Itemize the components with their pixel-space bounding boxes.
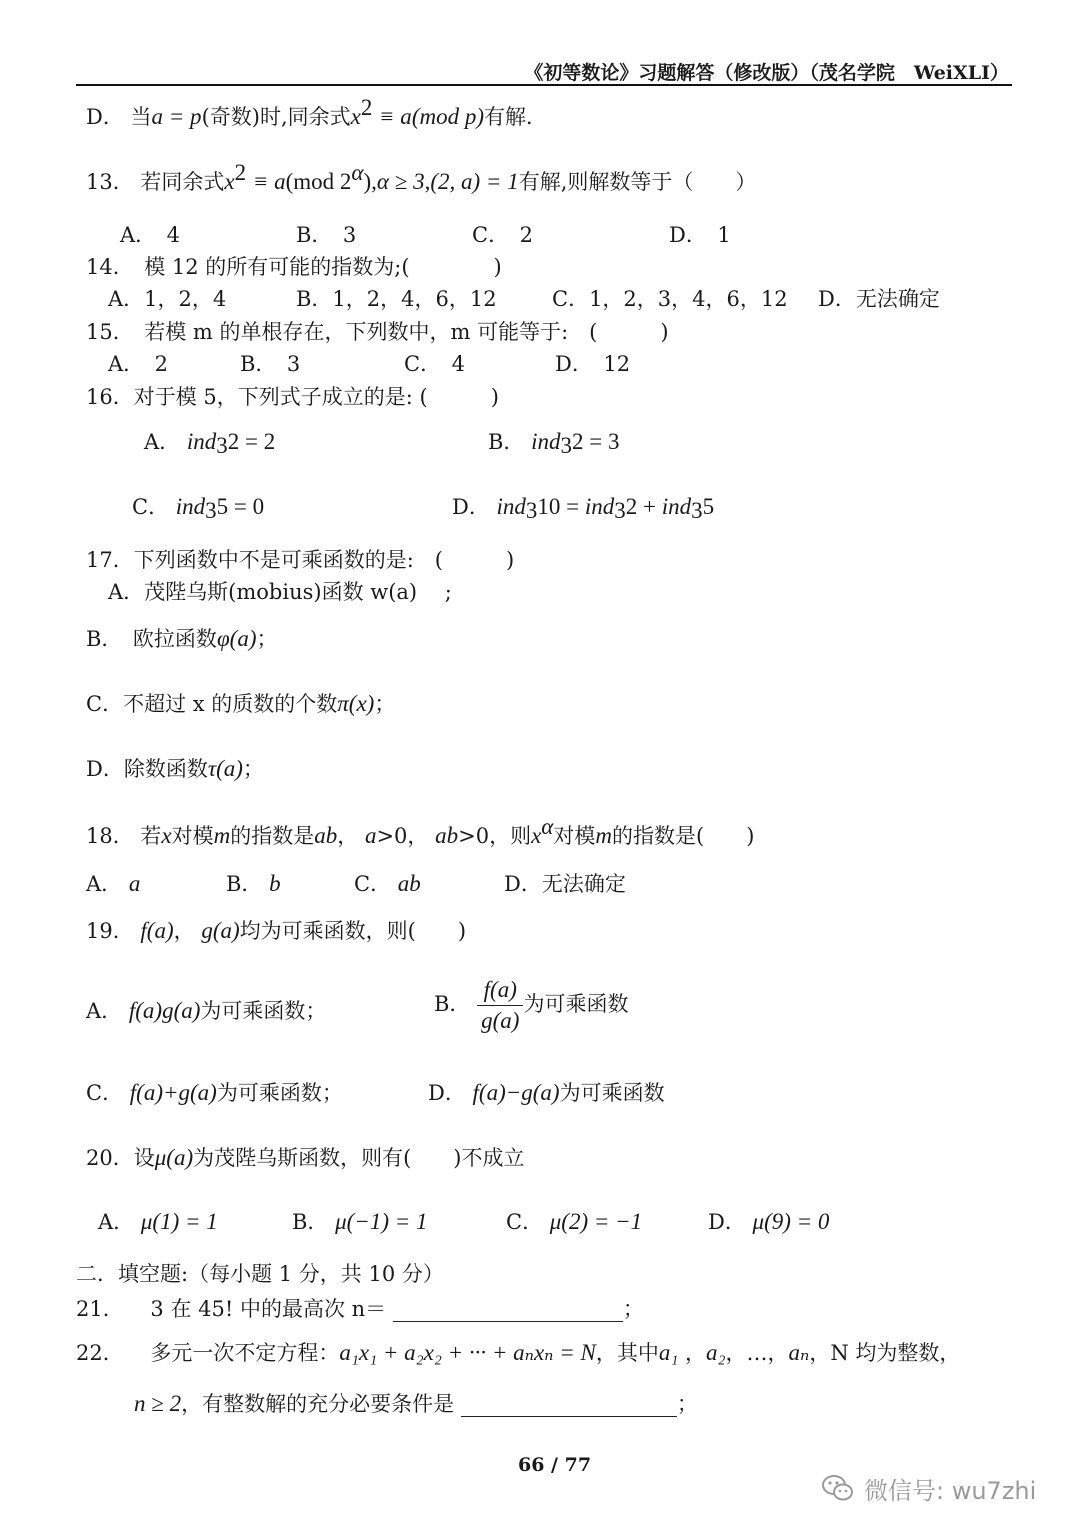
q22-equation: a₁x₁ + a₂x₂ + ··· + aₙxₙ = N bbox=[339, 1340, 596, 1365]
q18-stem bbox=[86, 814, 755, 849]
q20-b-label: B． bbox=[292, 1210, 329, 1234]
q21-answer-blank[interactable] bbox=[393, 1301, 623, 1322]
q18-b-label: B． bbox=[226, 872, 263, 896]
q18-ab2: ab bbox=[435, 823, 459, 848]
q18-a-val: a bbox=[128, 871, 141, 896]
q22-mid: ，其中 bbox=[595, 1341, 659, 1365]
q14-stem: 14． 模 12 的所有可能的指数为;( ) bbox=[86, 255, 502, 279]
q19-b-fraction bbox=[477, 977, 523, 1034]
q13-option-a: A． 4 bbox=[120, 223, 181, 247]
q16-c-base: 3 bbox=[205, 498, 217, 523]
q19-d-label: D． bbox=[428, 1081, 466, 1105]
q13-option-d: D． 1 bbox=[669, 223, 731, 247]
q19-post: 均为可乘函数，则( ) bbox=[239, 919, 467, 943]
q20-c-label: C． bbox=[506, 1210, 544, 1234]
q19-b-fraction-bar bbox=[477, 1005, 523, 1006]
watermark bbox=[820, 1470, 1036, 1506]
q20-a-label: A． bbox=[98, 1210, 135, 1234]
q18-xa: x bbox=[531, 823, 542, 848]
q18-b-val: b bbox=[269, 871, 281, 896]
q18-p3: 的指数是 bbox=[230, 824, 315, 848]
q21-num: 21． bbox=[76, 1297, 124, 1321]
q22-num: 22． bbox=[76, 1341, 124, 1365]
q13-cond: ,α ≥ 3,(2, a) = 1 bbox=[371, 169, 519, 194]
q12-d-label: D． bbox=[86, 105, 124, 129]
q19-f: f(a) bbox=[140, 918, 174, 943]
q16-c-rhs: 5 = 0 bbox=[216, 494, 265, 519]
q12-d-a-eq-p: a = p bbox=[151, 104, 202, 129]
q17-c-fn: π(x) bbox=[337, 691, 375, 716]
q16-d-base2: 3 bbox=[614, 498, 626, 523]
q18-m: m bbox=[213, 823, 231, 848]
q17-d-pre: D．除数函数 bbox=[86, 757, 208, 781]
q12-d-odd: (奇数)时,同余式 bbox=[201, 105, 351, 129]
watermark-text: 微信号: wu7zhi bbox=[864, 1476, 1037, 1505]
q20-stem-pre: 20．设 bbox=[86, 1146, 155, 1170]
q13-option-b: B． 3 bbox=[296, 223, 357, 247]
q20-c-expr: μ(2) = −1 bbox=[549, 1209, 643, 1234]
q16-d-lhs: 10 = bbox=[537, 494, 585, 519]
q19-num: 19． bbox=[86, 919, 134, 943]
q16-b-ind: ind bbox=[531, 429, 561, 454]
q22-line-1 bbox=[76, 1340, 960, 1366]
q18-x: x bbox=[161, 823, 172, 848]
q19-c-expr: f(a)+g(a) bbox=[129, 1080, 217, 1105]
q14-option-c: C．1，2，3，4，6，12 bbox=[552, 287, 788, 311]
q16-d-mid: 2 + bbox=[625, 494, 662, 519]
q19-option-a bbox=[86, 998, 326, 1024]
q13-exp: 2 bbox=[234, 160, 247, 185]
q12-d-post: 有解． bbox=[484, 105, 547, 129]
q18-p1: 若 bbox=[140, 824, 162, 848]
q20-d-expr: μ(9) = 0 bbox=[752, 1209, 830, 1234]
q16-option-b bbox=[488, 429, 620, 458]
q18-c-val: ab bbox=[397, 871, 421, 896]
q21-text: 3 在 45! 中的最高次 n＝ bbox=[150, 1297, 387, 1321]
q16-option-c bbox=[132, 494, 265, 523]
q16-b-label: B． bbox=[488, 430, 525, 454]
q20-stem-post: 为茂陛乌斯函数，则有( )不成立 bbox=[193, 1146, 525, 1170]
q20-option-c bbox=[506, 1209, 642, 1235]
q19-g: g(a) bbox=[201, 918, 240, 943]
q15-option-d: D． 12 bbox=[555, 352, 631, 376]
q18-num: 18． bbox=[86, 824, 134, 848]
q17-option-c bbox=[86, 691, 395, 717]
header-title: 《初等数论》习题解答（修改版）（茂名学院 WeiXLI） bbox=[524, 62, 1009, 84]
q16-b-rhs: 2 = 3 bbox=[572, 429, 620, 454]
q20-option-b bbox=[292, 1209, 428, 1235]
q18-c-label: C． bbox=[354, 872, 392, 896]
q19-a-post: 为可乘函数； bbox=[200, 999, 327, 1023]
q18-p5: 对模 bbox=[553, 824, 596, 848]
q19-a-label: A． bbox=[86, 999, 123, 1023]
q13-stem bbox=[86, 160, 757, 195]
q18-gt0b: >0，则 bbox=[458, 824, 532, 848]
q18-m2: m bbox=[595, 823, 612, 848]
q16-d-base1: 3 bbox=[525, 498, 538, 523]
q22-a2: a₂ bbox=[706, 1340, 726, 1365]
q14-option-b: B．1，2，4，6，12 bbox=[296, 287, 497, 311]
q15-option-a: A． 2 bbox=[108, 352, 169, 376]
q16-c-ind: ind bbox=[175, 494, 206, 519]
q16-option-a bbox=[144, 429, 276, 458]
q22-line-2 bbox=[134, 1391, 698, 1417]
q22-sep: ， bbox=[685, 1341, 707, 1365]
q17-option-b bbox=[86, 626, 277, 652]
q16-d-ind1: ind bbox=[496, 494, 526, 519]
q13-pre: 若同余式 bbox=[140, 170, 225, 194]
section-2-title: 二．填空题:（每小题 1 分，共 10 分） bbox=[76, 1262, 444, 1286]
q12-d-cong: ≡ a bbox=[379, 104, 412, 129]
q12-d-x: x bbox=[350, 104, 361, 129]
q20-mu: μ(a) bbox=[154, 1145, 194, 1170]
q16-c-label: C． bbox=[132, 495, 170, 519]
q17-b-post: ； bbox=[256, 627, 278, 651]
q19-c-label: C． bbox=[86, 1081, 124, 1105]
q16-d-label: D． bbox=[452, 495, 490, 519]
q15-option-b: B． 3 bbox=[240, 352, 301, 376]
q16-d-ind2: ind bbox=[584, 494, 615, 519]
q17-c-post: ； bbox=[374, 692, 396, 716]
q20-b-expr: μ(−1) = 1 bbox=[335, 1209, 428, 1234]
q18-option-c bbox=[354, 871, 421, 897]
q16-b-base: 3 bbox=[560, 433, 573, 458]
q12-option-d bbox=[86, 95, 547, 130]
q18-p2: 对模 bbox=[171, 824, 214, 848]
q19-option-b bbox=[434, 977, 628, 1034]
q19-sep: ， bbox=[173, 919, 195, 943]
q16-d-end: 5 bbox=[702, 494, 715, 519]
q13-x: x bbox=[224, 169, 235, 194]
q18-alpha: α bbox=[541, 814, 554, 839]
q17-b-fn: φ(a) bbox=[216, 626, 257, 651]
q14-option-d: D．无法确定 bbox=[818, 287, 940, 311]
q22-pre: 多元一次不定方程： bbox=[150, 1341, 340, 1365]
q19-d-expr: f(a)−g(a) bbox=[472, 1080, 560, 1105]
q13-mod: (mod 2 bbox=[285, 169, 352, 194]
q17-d-post: ； bbox=[242, 757, 264, 781]
page-number: 66 / 77 bbox=[518, 1454, 592, 1476]
q18-gt0: >0， bbox=[376, 824, 429, 848]
q19-b-post: 为可乘函数 bbox=[523, 992, 629, 1016]
q16-a-base: 3 bbox=[216, 433, 228, 458]
q22-answer-blank[interactable] bbox=[461, 1396, 677, 1417]
q17-b-pre: B． 欧拉函数 bbox=[86, 627, 217, 651]
q22-end: ； bbox=[676, 1392, 698, 1416]
q18-option-b bbox=[226, 871, 281, 897]
q16-option-d bbox=[452, 494, 715, 523]
q22-a1: a₁ bbox=[658, 1340, 679, 1365]
q12-d-pre: 当 bbox=[130, 105, 152, 129]
q17-option-d bbox=[86, 756, 264, 782]
q15-option-c: C． 4 bbox=[404, 352, 465, 376]
wechat-icon bbox=[820, 1470, 856, 1506]
q17-stem: 17．下列函数中不是可乘函数的是: ( ) bbox=[86, 548, 515, 572]
q16-d-ind3: ind bbox=[661, 494, 692, 519]
q13-option-c: C． 2 bbox=[472, 223, 533, 247]
q21-end: ； bbox=[622, 1297, 644, 1321]
q16-d-base3: 3 bbox=[691, 498, 703, 523]
q17-option-a: A．茂陛乌斯(mobius)函数 w(a) ; bbox=[108, 580, 452, 604]
q17-c-pre: C．不超过 x 的质数的个数 bbox=[86, 692, 338, 716]
q20-d-label: D． bbox=[708, 1210, 746, 1234]
q14-option-a: A．1，2，4 bbox=[108, 287, 227, 311]
q13-post: 有解,则解数等于（ ） bbox=[518, 170, 757, 194]
q13-num: 13． bbox=[86, 170, 134, 194]
q20-a-expr: μ(1) = 1 bbox=[140, 1209, 218, 1234]
q13-close: ) bbox=[363, 169, 372, 194]
q19-b-denominator: g(a) bbox=[481, 1008, 520, 1033]
q19-c-post: 为可乘函数； bbox=[216, 1081, 343, 1105]
q22-line2-text: ，有整数解的充分必要条件是 bbox=[181, 1392, 455, 1416]
q15-stem: 15． 若模 m 的单根存在，下列数中，m 可能等于: ( ) bbox=[86, 320, 669, 344]
q21-line bbox=[76, 1296, 644, 1322]
q20-option-d bbox=[708, 1209, 829, 1235]
q13-alpha: α bbox=[351, 160, 364, 185]
q19-b-numerator: f(a) bbox=[483, 977, 517, 1002]
q19-b-label: B． bbox=[434, 992, 471, 1016]
q13-cong: ≡ a bbox=[252, 169, 286, 194]
q18-ab: ab bbox=[314, 823, 338, 848]
q19-a-expr: f(a)g(a) bbox=[128, 998, 201, 1023]
q22-an: aₙ bbox=[788, 1340, 810, 1365]
q19-stem bbox=[86, 918, 466, 944]
q16-stem: 16．对于模 5，下列式子成立的是: ( ) bbox=[86, 385, 499, 409]
q18-a: a bbox=[364, 823, 377, 848]
q19-option-d bbox=[428, 1080, 665, 1106]
q17-d-fn: τ(a) bbox=[207, 756, 243, 781]
q18-p4: ， bbox=[337, 824, 359, 848]
q22-n-cond: n ≥ 2 bbox=[134, 1391, 182, 1416]
q20-option-a bbox=[98, 1209, 218, 1235]
q19-d-post: 为可乘函数 bbox=[559, 1081, 665, 1105]
q12-d-exp: 2 bbox=[360, 95, 373, 120]
q16-a-ind: ind bbox=[186, 429, 217, 454]
q22-dots: ，…， bbox=[725, 1341, 789, 1365]
q16-a-label: A． bbox=[144, 430, 181, 454]
header-divider bbox=[76, 84, 1012, 86]
q18-option-d: D．无法确定 bbox=[504, 872, 626, 896]
q18-a-label: A． bbox=[86, 872, 123, 896]
q18-option-a bbox=[86, 871, 140, 897]
q12-d-mod: (mod p) bbox=[411, 104, 484, 129]
q16-a-rhs: 2 = 2 bbox=[227, 429, 276, 454]
q20-stem bbox=[86, 1145, 525, 1171]
q18-p6: 的指数是( ) bbox=[612, 824, 755, 848]
q19-option-c bbox=[86, 1080, 343, 1106]
q22-post: ，N 均为整数， bbox=[809, 1341, 961, 1365]
